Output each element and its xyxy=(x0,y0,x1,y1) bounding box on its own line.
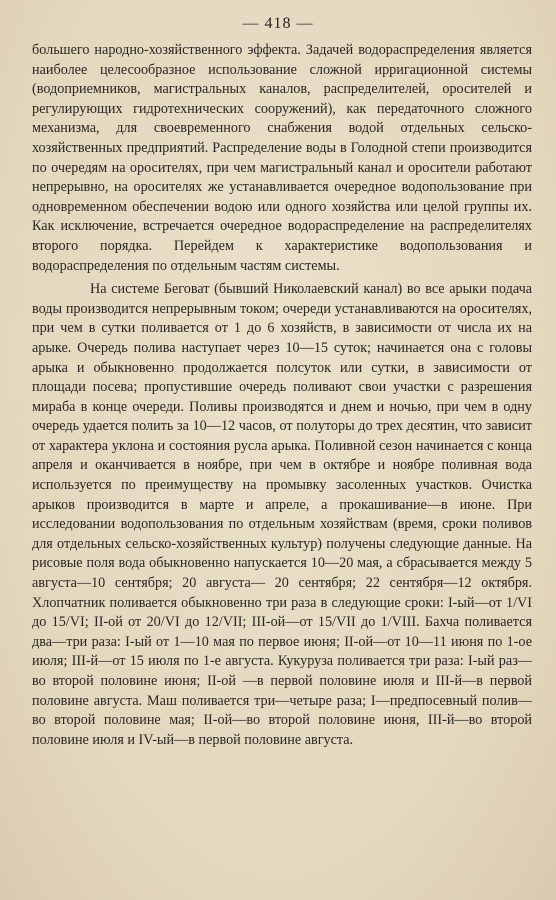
body-text xyxy=(32,41,532,750)
paragraph-begovat-system: На системе Беговат (бывший Николаевский канал) во все арыки подача воды производится непрерывным током; очереди устанавливаются на оросителях, при чем в сутки поливается от 1 до 6 хозяйств, в зависимости от числа их на арыке. Очередь полива наступает через 10—15 суток; начинается она с головы арыка и обыкновенно продолжается полсуток или сутки, в зависимости от площади посева; пропустившие очередь поливают свои участки с разрешения мираба в конце очереди. Поливы производятся и днем и ночью, при чем в одну очередь удается полить за 10—12 часов, от полуторы до трех десятин, что зависит от характера уклона и состояния русла арыка. Поливной сезон начинается с конца апреля и оканчивается в ноябре, при чем в октябре и ноябре поливная вода используется по преимуществу на промывку засоленных участков. Очистка арыков производится в марте и апреле, а прокашивание—в июне. При исследовании водопользования по отдельным хозяйствам (время, сроки поливов для отдельных сельско-хозяйственных культур) получены следующие данные. На рисовые поля вода обыкновенно напускается 10—20 мая, а сбрасывается между 5 августа—10 сентября; 20 августа— 20 сентября; 22 сентября—12 октября. Хлопчатник поливается обыкновенно три раза в следующие сроки: I-ый—от 1/VI до 15/VI; II-ой от 20/VI до 12/VII; III-ой—от 15/VII до 1/VIII. Бахча поливается два—три раза: I-ый от 1—10 мая по первое июня; II-ой—от 10—11 июня по 1-ое июля; III-й—от 15 июля по 1-е августа. Кукуруза поливается три раза: I-ый раз—во второй половине июня; II-ой —в первой половине июля и III-й—в первой половине августа. Маш поливается три—четыре раза; I—предпосевный полив—во второй половине мая; II-ой—во второй половине июня, III-й—во второй половине июля и IV-ый—в первой половине августа. xyxy=(32,281,532,748)
page-number: — 418 — xyxy=(242,15,314,32)
paragraph-continuation: большего народно-хозяйственного эффекта. Задачей водораспределения является наиболее целесообразное использование сложной ирригационной системы (водоприемников, магистральных каналов, распределителей, оросителей и регулирующих гидротехнических сооружений), как передаточного сложного механизма, для своевременного снабжения водой отдельных сельско-хозяйственных предприятий. Распределение воды в Голодной степи производится по очередям на оросителях, при чем магистральный канал и оросители работают непрерывно, на оросителях же устанавливается очередное водопользование при одновременном обеспечении водою или одного хозяйства или целой группы их. Как исключение, встречается очередное водораспределение на распределителях второго порядка. Перейдем к характеристике водопользования и водораспределения по отдельным частям системы. xyxy=(32,42,532,274)
